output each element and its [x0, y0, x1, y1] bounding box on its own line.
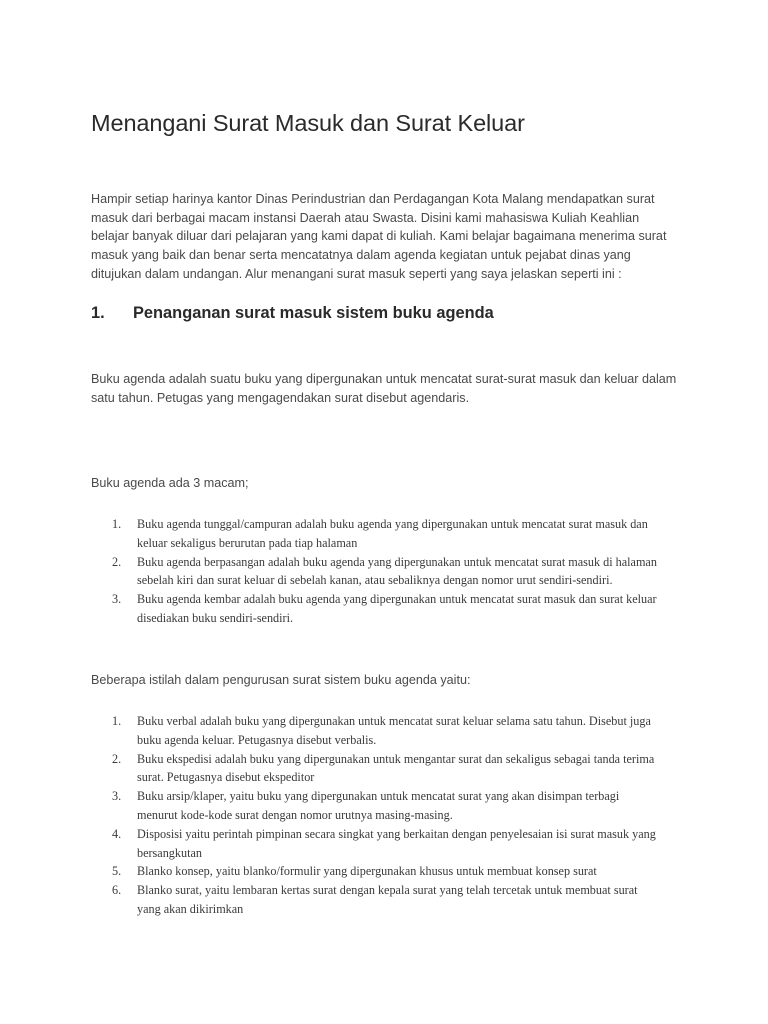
- intro-line: Hampir setiap harinya kantor Dinas Perindustrian dan Perdagangan Kota Malang mendapatkan surat: [91, 192, 655, 206]
- list-item: 1. Buku agenda tunggal/campuran adalah buku agenda yang dipergunakan untuk mencatat surat masuk dan keluar sekaligus berurutan pada tiap halaman: [112, 517, 648, 550]
- intro-line: belajar banyak diluar dari pelajaran yang kami dapat di kuliah. Kami belajar bagaimana menerima surat: [91, 229, 667, 244]
- definition-line: Buku agenda adalah suatu buku yang dipergunakan untuk mencatat surat-surat masuk dan keluar dalam: [91, 372, 677, 386]
- document-title: Menangani Surat Masuk dan Surat Keluar: [91, 110, 525, 136]
- definition-line: satu tahun. Petugas yang mengagendakan surat disebut agendaris.: [91, 390, 470, 405]
- list-item: 6. Blanko surat, yaitu lembaran kertas surat dengan kepala surat yang telah tercetak untuk membuat surat yang akan dikirimkan: [112, 883, 638, 916]
- types-intro: Buku agenda ada 3 macam;: [91, 476, 249, 490]
- intro-line: ditujukan dalam undangan. Alur menangani surat masuk seperti yang saya jelaskan seperti ini :: [91, 266, 622, 281]
- intro-paragraph: [91, 190, 691, 284]
- section-title: Penanganan surat masuk sistem buku agenda: [133, 304, 494, 322]
- list-item: 2. Buku agenda berpasangan adalah buku agenda yang dipergunakan untuk mencatat surat masuk di halaman sebelah kiri dan surat keluar di sebelah kanan, atau sebaliknya dengan nomor urut sendiri-sendiri.: [112, 554, 657, 588]
- agenda-types-list: [0, 515, 657, 628]
- section-heading: [91, 304, 494, 323]
- intro-line: masuk yang baik dan benar serta mencatatnya dalam agenda kegiatan untuk pejabat dinas yang: [91, 248, 631, 263]
- list-item: 2. Buku ekspedisi adalah buku yang dipergunakan untuk mengantar surat dan sekaligus sebagai tanda terima surat. Petugasnya disebut ekspeditor: [112, 751, 655, 785]
- definition-paragraph: [91, 370, 691, 407]
- list-item: 1. Buku verbal adalah buku yang dipergunakan untuk mencatat surat keluar selama satu tahun. Disebut juga buku agenda keluar. Petugasnya disebut verbalis.: [112, 714, 651, 747]
- terms-list: [0, 712, 656, 919]
- list-item: 4. Disposisi yaitu perintah pimpinan secara singkat yang berkaitan dengan penyelesaian isi surat masuk yang bersangkutan: [112, 826, 656, 860]
- section-number: 1.: [91, 304, 105, 322]
- list-item: 3. Buku agenda kembar adalah buku agenda yang dipergunakan untuk mencatat surat masuk dan surat keluar disediakan buku sendiri-sendiri.: [112, 592, 657, 625]
- intro-line: masuk dari berbagai macam instansi Daerah atau Swasta. Disini kami mahasiswa Kuliah Keahlian: [91, 210, 640, 225]
- terms-intro: Beberapa istilah dalam pengurusan surat sistem buku agenda yaitu:: [91, 673, 471, 687]
- list-item: 5. Blanko konsep, yaitu blanko/formulir yang dipergunakan khusus untuk membuat konsep surat: [112, 864, 597, 879]
- list-item: 3. Buku arsip/klaper, yaitu buku yang dipergunakan untuk mencatat surat yang akan disimpan terbagi menurut kode-kode surat dengan nomor urutnya masing-masing.: [112, 789, 620, 822]
